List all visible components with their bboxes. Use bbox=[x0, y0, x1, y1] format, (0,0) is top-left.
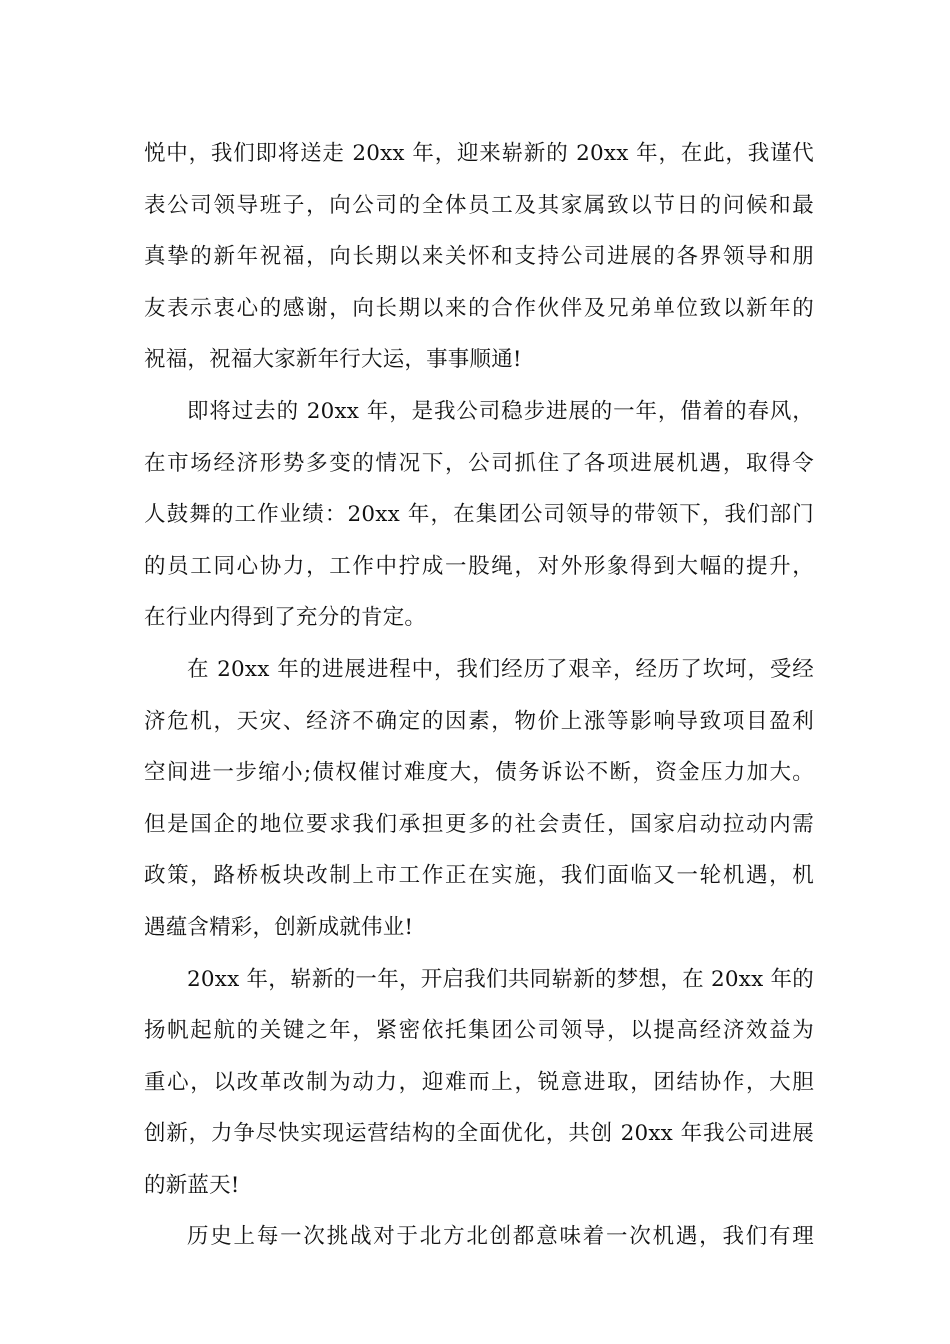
text-line: 但是国企的地位要求我们承担更多的社会责任，国家启动拉动内需 bbox=[144, 811, 814, 837]
text-line: 在行业内得到了充分的肯定。 bbox=[144, 605, 427, 631]
text-line: 济危机，天灾、经济不确定的因素，物价上涨等影响导致项目盈利 bbox=[144, 708, 814, 734]
paragraph-5 bbox=[144, 1211, 814, 1263]
paragraph-4 bbox=[144, 954, 814, 1212]
text-line: 创新，力争尽快实现运营结构的全面优化，共创 20xx 年我公司进展 bbox=[144, 1121, 814, 1147]
document-body bbox=[144, 128, 814, 1263]
text-line: 的员工同心协力，工作中拧成一股绳，对外形象得到大幅的提升， bbox=[144, 553, 814, 579]
paragraph-2 bbox=[144, 386, 814, 644]
text-line: 的新蓝天! bbox=[144, 1172, 240, 1198]
paragraph-3 bbox=[144, 644, 814, 954]
paragraph-1 bbox=[144, 128, 814, 386]
text-line: 祝福，祝福大家新年行大运，事事顺通! bbox=[144, 347, 522, 373]
text-line: 遇蕴含精彩，创新成就伟业! bbox=[144, 914, 414, 940]
text-line: 政策，路桥板块改制上市工作正在实施，我们面临又一轮机遇，机 bbox=[144, 863, 814, 889]
text-line: 在 20xx 年的进展进程中，我们经历了艰辛，经历了坎坷，受经 bbox=[187, 656, 814, 682]
text-line: 表公司领导班子，向公司的全体员工及其家属致以节日的问候和最 bbox=[144, 192, 814, 218]
text-line: 在市场经济形势多变的情况下，公司抓住了各项进展机遇，取得令 bbox=[144, 450, 814, 476]
text-line: 人鼓舞的工作业绩：20xx 年，在集团公司领导的带领下，我们部门 bbox=[144, 502, 814, 528]
text-line: 空间进一步缩小;债权催讨难度大，债务诉讼不断，资金压力加大。 bbox=[144, 760, 814, 786]
text-line: 悦中，我们即将送走 20xx 年，迎来崭新的 20xx 年，在此，我谨代 bbox=[144, 141, 814, 166]
text-line: 重心，以改革改制为动力，迎难而上，锐意进取，团结协作，大胆 bbox=[144, 1069, 814, 1095]
text-line: 友表示衷心的感谢，向长期以来的合作伙伴及兄弟单位致以新年的 bbox=[144, 295, 814, 321]
text-line: 历史上每一次挑战对于北方北创都意味着一次机遇，我们有理 bbox=[187, 1224, 814, 1250]
text-line: 扬帆起航的关键之年，紧密依托集团公司领导，以提高经济效益为 bbox=[144, 1018, 814, 1044]
text-line: 即将过去的 20xx 年，是我公司稳步进展的一年，借着的春风， bbox=[187, 398, 814, 424]
text-line: 真挚的新年祝福，向长期以来关怀和支持公司进展的各界领导和朋 bbox=[144, 244, 814, 270]
text-line: 20xx 年，崭新的一年，开启我们共同崭新的梦想，在 20xx 年的 bbox=[187, 966, 814, 992]
